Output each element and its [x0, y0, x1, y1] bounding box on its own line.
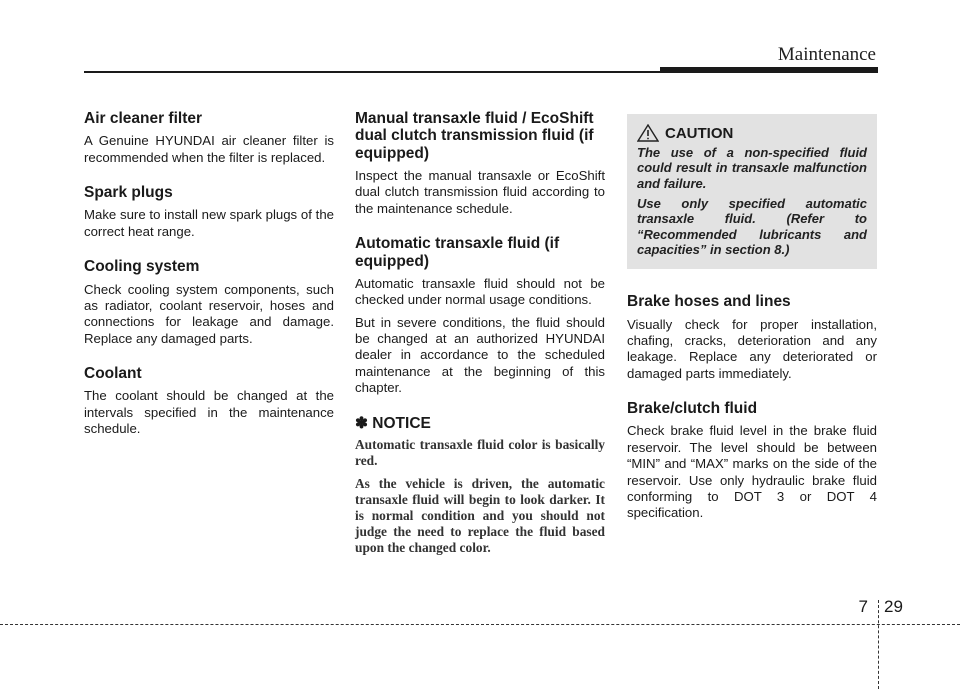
coolant-heading: Coolant: [84, 364, 142, 382]
spark-plugs-section: [84, 184, 334, 240]
automatic-transaxle-text-1: Automatic transaxle fluid should not be checked under normal usage conditions.: [355, 275, 605, 308]
caution-box: [627, 114, 877, 269]
notice-text-2: As the vehicle is driven, the automatic transaxle fluid will begin to look darker. It is normal condition and you should not judge the need to replace the fluid based upon the changed color.: [355, 475, 605, 555]
notice-text-1: Automatic transaxle fluid color is basically red.: [355, 437, 605, 469]
automatic-transaxle-heading: Automatic transaxle fluid (if equipped): [355, 235, 560, 270]
caution-title: CAUTION: [665, 124, 734, 142]
caution-text-1: The use of a non-specified fluid could result in transaxle malfunction and failure.: [637, 145, 867, 191]
header-rule-accent: [660, 67, 878, 73]
brake-hoses-heading: Brake hoses and lines: [627, 293, 791, 311]
coolant-section: [84, 365, 334, 437]
cooling-system-heading: Cooling system: [84, 258, 200, 276]
column-2: [355, 110, 605, 556]
section-title: Maintenance: [777, 44, 876, 65]
brake-fluid-section: [627, 400, 877, 522]
coolant-text: The coolant should be changed at the intervals specified in the maintenance schedule.: [84, 388, 334, 437]
air-cleaner-heading: Air cleaner filter: [84, 110, 203, 127]
air-cleaner-text: A Genuine HYUNDAI air cleaner filter is recommended when the filter is replaced.: [84, 133, 334, 165]
manual-transaxle-text: Inspect the manual transaxle or EcoShift dual clutch transmission fluid according to the maintenance schedule.: [355, 168, 605, 216]
column-3: [627, 110, 877, 540]
cooling-system-section: [84, 258, 334, 347]
brake-hoses-section: [627, 293, 877, 382]
notice-title: ✽ NOTICE: [355, 415, 431, 433]
footer-page-divider: [878, 600, 879, 689]
cooling-system-text: Check cooling system components, such as radiator, coolant reservoir, hoses and connections for leakage and damage. Replace any damaged parts.: [84, 281, 334, 346]
caution-header: [637, 124, 867, 142]
automatic-transaxle-section: [355, 235, 605, 396]
spark-plugs-heading: Spark plugs: [84, 184, 173, 202]
header-rule: [84, 71, 660, 73]
column-1: [84, 110, 334, 455]
footer-divider: [0, 624, 960, 625]
chapter-number: 7: [858, 597, 868, 616]
brake-fluid-text: Check brake fluid level in the brake fluid reservoir. The level should be between “MIN” and “MAX” marks on the side of the reservoir. Use only hydraulic brake fluid conforming to DOT 3 or DOT 4 specification.: [627, 423, 877, 521]
page-number: 29: [884, 597, 903, 616]
warning-triangle-icon: [637, 124, 659, 142]
manual-transaxle-heading: Manual transaxle fluid / EcoShift dual clutch transmission fluid (if equipped): [355, 110, 594, 162]
caution-text-2: Use only specified automatic transaxle fluid. (Refer to “Recommended lubricants and capacities” in section 8.): [637, 195, 867, 257]
notice-box: [355, 414, 605, 556]
manual-transaxle-section: [355, 110, 605, 217]
brake-fluid-heading: Brake/clutch fluid: [627, 400, 758, 418]
automatic-transaxle-text-2: But in severe conditions, the fluid should be changed at an authorized HYUNDAI dealer in accordance to the scheduled maintenance at the beginning of this chapter.: [355, 314, 605, 396]
brake-hoses-text: Visually check for proper installation, chafing, cracks, deterioration and any leakage. Replace any deteriorated or damaged parts immediately.: [627, 316, 877, 381]
spark-plugs-text: Make sure to install new spark plugs of the correct heat range.: [84, 207, 334, 239]
air-cleaner-section: [84, 110, 334, 166]
